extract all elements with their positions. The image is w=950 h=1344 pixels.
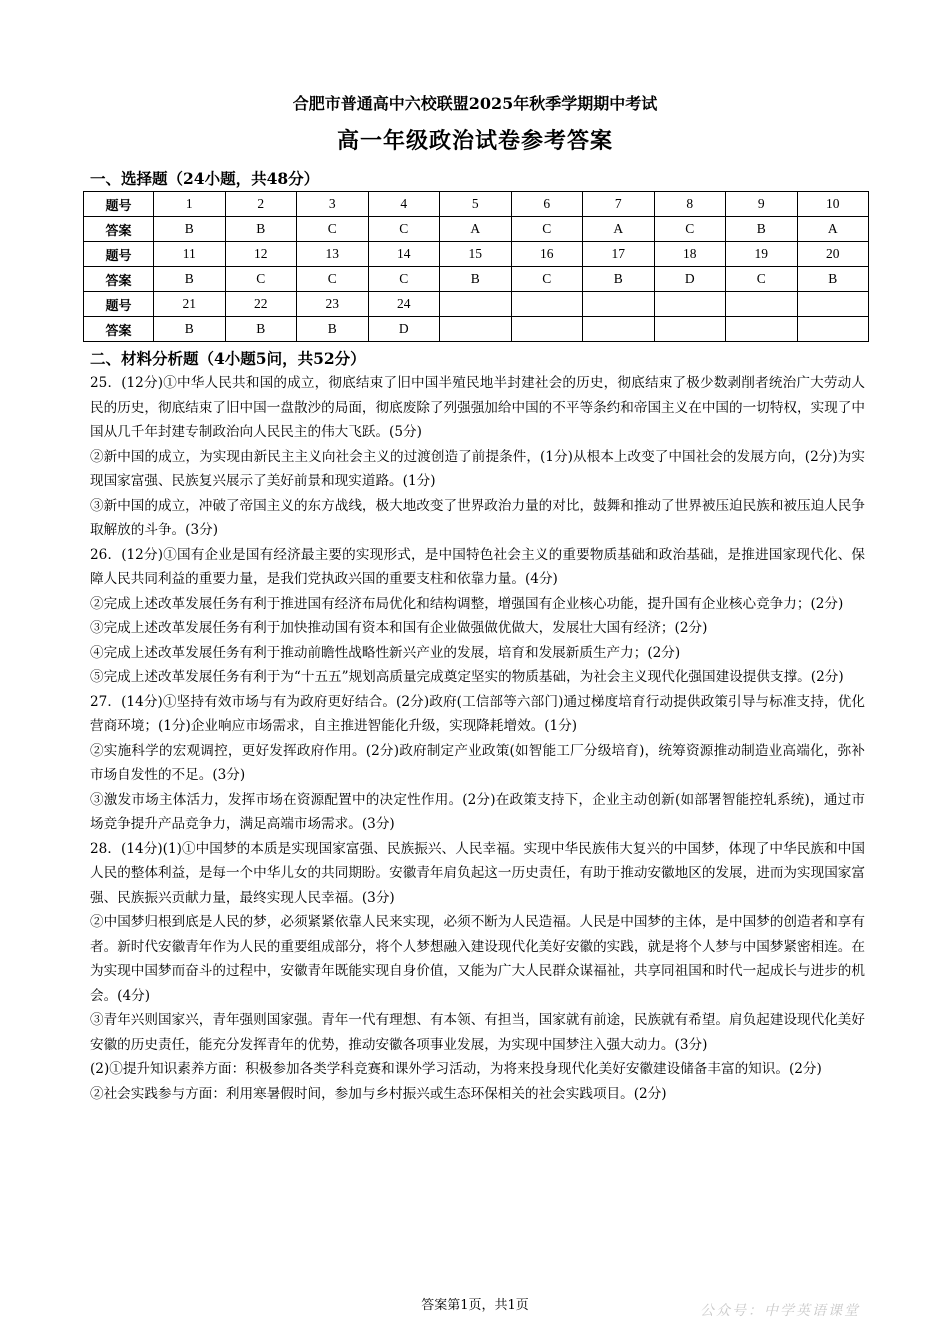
answer-paragraph: 26．(12分)①国有企业是国有经济最主要的实现形式，是中国特色社会主义的重要物质基础和政治基础，是推进国家现代化、保障人民共同利益的重要力量，是我们党执政兴国的重要支柱和依靠力量。(4分) [90,546,865,587]
answer-cell: C [368,217,440,242]
number-row [84,242,869,267]
number-cell: 22 [225,292,297,317]
answer-paragraph: ②新中国的成立，为实现由新民主主义向社会主义的过渡创造了前提条件，(1分)从根本上改变了中国社会的发展方向，(2分)为实现国家富强、民族复兴展示了美好前景和现实道路。(1分) [90,448,865,489]
answer-paragraph: ②实施科学的宏观调控，更好发挥政府作用。(2分)政府制定产业政策(如智能工厂分级培育)，统筹资源推动制造业高端化，弥补市场自发性的不足。(3分) [90,742,865,783]
answer-paragraph: ③青年兴则国家兴，青年强则国家强。青年一代有理想、有本领、有担当，国家就有前途，民族就有希望。肩负起建设现代化美好安徽的历史责任，能充分发挥青年的优势，推动安徽各项事业发展，为实现中国梦注入强大动力。(3分) [90,1012,865,1053]
answer-row-label: 答案 [84,267,154,292]
answer-cell: B [225,317,297,342]
answer-row-label: 答案 [84,217,154,242]
page-footer: 答案第1页，共1页 [421,1298,529,1313]
answer-table [83,191,869,342]
number-row [84,292,869,317]
number-cell: 13 [297,242,369,267]
number-cell [511,292,583,317]
number-cell: 15 [440,242,512,267]
section-1-heading: 一、选择题（24小题，共48分） [90,169,320,188]
number-cell: 16 [511,242,583,267]
answer-cell: B [583,267,655,292]
answer-paragraph: ③激发市场主体活力，发挥市场在资源配置中的决定性作用。(2分)在政策支持下，企业主动创新(如部署智能控轧系统)，通过市场竞争提升产品竞争力，满足高端市场需求。(3分) [90,791,865,832]
answer-cell: A [440,217,512,242]
answer-cell [511,317,583,342]
answer-paragraph: ②社会实践参与方面：利用寒暑假时间，参加与乡村振兴或生态环保相关的社会实践项目。(2分) [90,1085,667,1102]
section-2-heading: 二、材料分析题（4小题5问，共52分） [90,349,366,368]
answer-paragraph: ⑤完成上述改革发展任务有利于为“十五五”规划高质量完成奠定坚实的物质基础，为社会主义现代化强国建设提供支撑。(2分) [90,669,844,685]
answer-body-text [90,371,865,1106]
answer-cell: D [654,267,726,292]
answer-cell: C [511,267,583,292]
answer-cell [440,317,512,342]
answer-cell [726,317,798,342]
answer-cell [797,317,869,342]
number-cell: 3 [297,192,369,217]
answer-cell: C [726,267,798,292]
answer-paragraph: ④完成上述改革发展任务有利于推动前瞻性战略性新兴产业的发展，培育和发展新质生产力；(2分) [90,644,681,661]
answer-cell: B [154,217,226,242]
answer-cell: B [297,317,369,342]
answer-cell: B [225,217,297,242]
number-cell: 23 [297,292,369,317]
answer-cell: C [225,267,297,292]
answer-cell: B [154,317,226,342]
number-cell: 5 [440,192,512,217]
number-cell: 1 [154,192,226,217]
number-cell: 4 [368,192,440,217]
number-cell: 19 [726,242,798,267]
answer-row-label: 答案 [84,317,154,342]
answer-cell: B [797,267,869,292]
number-cell: 14 [368,242,440,267]
answer-row [84,317,869,342]
answer-cell [654,317,726,342]
number-cell: 18 [654,242,726,267]
answer-cell: C [368,267,440,292]
number-row-label: 题号 [84,242,154,267]
answer-cell: C [297,217,369,242]
answer-cell: B [726,217,798,242]
page-title: 高一年级政治试卷参考答案 [336,128,613,154]
number-cell: 21 [154,292,226,317]
number-cell: 17 [583,242,655,267]
answer-cell: B [440,267,512,292]
number-cell: 10 [797,192,869,217]
number-cell: 6 [511,192,583,217]
watermark: 公众号：中学英语课堂 [700,1303,860,1319]
number-cell: 2 [225,192,297,217]
number-cell: 12 [225,242,297,267]
answer-cell: B [154,267,226,292]
answer-paragraph: 27．(14分)①坚持有效市场与有为政府更好结合。(2分)政府(工信部等六部门)通过梯度培育行动提供政策引导与标准支持，优化营商环境；(1分)企业响应市场需求，自主推进智能化升级，实现降耗增效。(1分) [90,693,865,734]
answer-cell [583,317,655,342]
answer-paragraph: 25．(12分)①中华人民共和国的成立，彻底结束了旧中国半殖民地半封建社会的历史，彻底结束了极少数剥削者统治广大劳动人民的历史，彻底结束了旧中国一盘散沙的局面，彻底废除了列强强加给中国的不平等条约和帝国主义在中国的一切特权，实现了中国从几千年封建专制政治向人民民主的伟大飞跃。(5分) [90,375,865,440]
answer-paragraph: ②中国梦归根到底是人民的梦，必须紧紧依靠人民来实现，必须不断为人民造福。人民是中国梦的主体，是中国梦的创造者和享有者。新时代安徽青年作为人民的重要组成部分，将个人梦想融入建设现代化美好安徽的实践，就是将个人梦与中国梦紧密相连。在为实现中国梦而奋斗的过程中，安徽青年既能实现自身价值，又能为广大人民群众谋福祉，共享同祖国和时代一起成长与进步的机会。(4分) [90,914,865,1004]
answer-cell: C [654,217,726,242]
number-cell: 20 [797,242,869,267]
number-cell [583,292,655,317]
number-cell [726,292,798,317]
number-cell [654,292,726,317]
number-cell: 9 [726,192,798,217]
answer-paragraph: ②完成上述改革发展任务有利于推进国有经济布局优化和结构调整，增强国有企业核心功能，提升国有企业核心竞争力；(2分) [90,595,844,612]
answer-paragraph: ③完成上述改革发展任务有利于加快推动国有资本和国有企业做强做优做大，发展壮大国有经济；(2分) [90,620,708,636]
number-cell: 11 [154,242,226,267]
number-cell: 8 [654,192,726,217]
answer-row [84,217,869,242]
answer-cell: D [368,317,440,342]
number-cell [797,292,869,317]
answer-cell: A [797,217,869,242]
number-cell: 24 [368,292,440,317]
number-cell [440,292,512,317]
answer-cell: A [583,217,655,242]
number-row [84,192,869,217]
answer-cell: C [511,217,583,242]
answer-paragraph: ③新中国的成立，冲破了帝国主义的东方战线，极大地改变了世界政治力量的对比，鼓舞和推动了世界被压迫民族和被压迫人民争取解放的斗争。(3分) [90,497,865,538]
number-row-label: 题号 [84,192,154,217]
answer-row [84,267,869,292]
answer-paragraph: 28．(14分)(1)①中国梦的本质是实现国家富强、民族振兴、人民幸福。实现中华民族伟大复兴的中国梦，体现了中华民族和中国人民的整体利益，是每一个中华儿女的共同期盼。安徽青年肩负起这一历史责任，有助于推动安徽地区的发展，进而为实现国家富强、民族振兴贡献力量，最终实现人民幸福。(3分) [90,840,865,906]
number-row-label: 题号 [84,292,154,317]
exam-subtitle: 合肥市普通高中六校联盟2025年秋季学期期中考试 [292,94,658,113]
answer-paragraph: (2)①提升知识素养方面：积极参加各类学科竞赛和课外学习活动，为将来投身现代化美好安徽建设储备丰富的知识。(2分) [90,1061,822,1077]
number-cell: 7 [583,192,655,217]
answer-cell: C [297,267,369,292]
